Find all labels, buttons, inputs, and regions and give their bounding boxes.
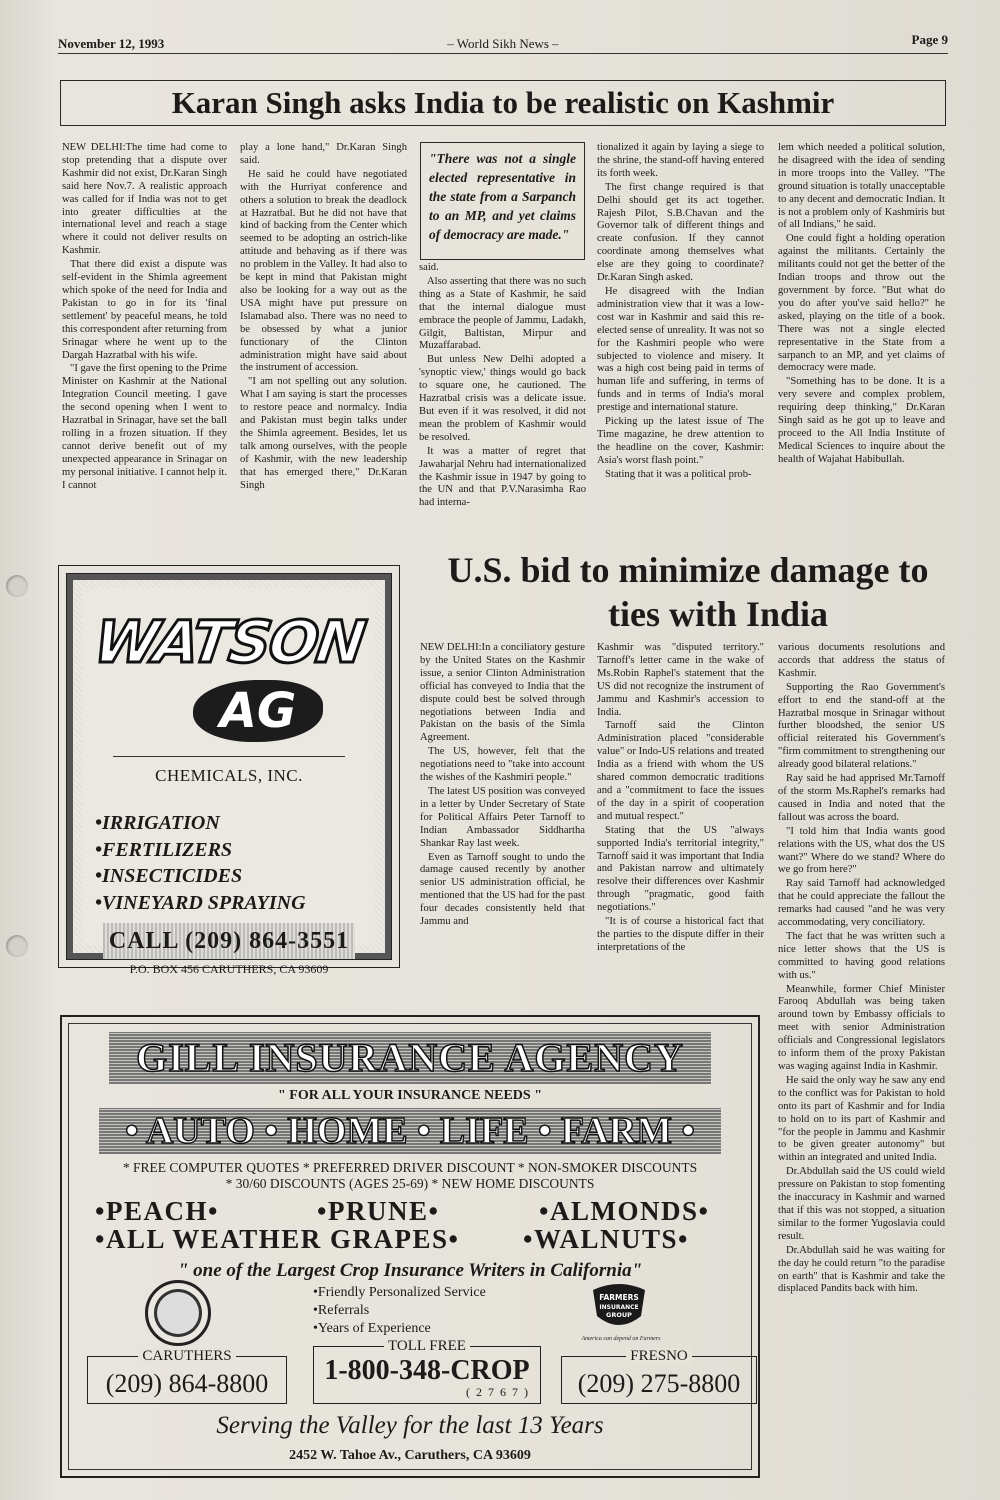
paragraph: NEW DELHI:In a conciliatory gesture by the United States on the Kashmir issue, a senior Clinton Administration official has conveyed to India that the dispute could best be solved through negotiations between India and Pakistan on the basis of the Simla Agreement. xyxy=(420,642,585,744)
paper-name: – World Sikh News – xyxy=(447,36,559,51)
discounts-line-2: * 30/60 DISCOUNTS (AGES 25-69) * NEW HOME DISCOUNTS xyxy=(225,1176,595,1191)
call-number: CALL (209) 864-3551 xyxy=(103,923,355,959)
paragraph: The latest US position was conveyed in a letter by Under Secretary of State for Political Affairs Peter Tarnoff to Indian Ambassador Siddhartha Shankar Ray last week. xyxy=(420,785,585,849)
paragraph: Ray said Tarnoff had acknowledged that he could appreciate the fallout the remarks had caused "and he was very accommodating, very conciliatory. xyxy=(778,878,945,929)
watson-logo-ag: AG xyxy=(193,680,323,742)
watson-ad-body xyxy=(83,588,375,976)
farmers-logo-word: GROUP xyxy=(606,1311,632,1319)
paragraph: "I gave the first opening to the Prime Minister on Kashmir at the National Integration Council meeting. I gave the second opening when I went to Hazratbal in Srinagar, have set the ball rolling in a frozen situation. If they cannot derive benefit out of my unexpected appearance in Srinagar on my personal initiative. I cannot help it. I cannot xyxy=(62,363,227,491)
discounts-line-1: * FREE COMPUTER QUOTES * PREFERRED DRIVER DISCOUNT * NON-SMOKER DISCOUNTS xyxy=(122,1160,698,1175)
service-item: •FERTILIZERS xyxy=(95,838,233,861)
feature-item: •Years of Experience xyxy=(313,1321,431,1336)
feature-item: •Friendly Personalized Service xyxy=(313,1285,486,1300)
paragraph: Also asserting that there was no such thing as a State of Kashmir, he said that the internal dialogue must embrace the people of Jammu, Ladakh, Gilgit, Baltistan, Mirpur and Muzaffarabad. xyxy=(419,275,586,352)
issue-date: November 12, 1993 xyxy=(58,36,165,51)
paragraph: Dr.Abdullah said the US could wield pressure on Pakistan to stop fomenting the inaccuracy in Kashmir and warned that if this was not stopped, a situation similar to the former Yugoslavia could result. xyxy=(778,1166,945,1242)
watson-ad-border xyxy=(67,574,391,976)
gill-insurance-advertisement xyxy=(60,1015,760,1478)
paragraph: He said the only way he saw any end to the conflict was for Pakistan to hold onto its part of Kashmir and for India to hold on to its part of Kashmir and "for the people in Jammu and Kashmir to be given greater autonomy" but within an integrated and united India. xyxy=(778,1074,945,1164)
service-item: •VINEYARD SPRAYING xyxy=(95,891,306,914)
paragraph: said. xyxy=(419,262,439,273)
article2-headline xyxy=(408,548,968,636)
watson-ag-advertisement xyxy=(58,565,400,976)
farmers-insurance-logo-icon xyxy=(589,1282,649,1334)
divider xyxy=(113,756,345,757)
article1-column-3 xyxy=(419,262,586,552)
masthead xyxy=(58,30,948,54)
article1-column-5 xyxy=(778,142,945,538)
services-list xyxy=(95,810,306,916)
serving-slogan: Serving the Valley for the last 13 Years xyxy=(216,1412,604,1439)
paragraph: Supporting the Rao Government's effort to end the stand-off at the Hazratbal mosque in Srinagar without further bloodshed, the senior US official reiterated his Government's "firm commitment to strengthening our already good bilateral relations." xyxy=(778,681,945,771)
paragraph: tionalized it again by laying a siege to the shrine, the stand-off having entered its forth week. xyxy=(597,142,764,179)
paragraph: Picking up the latest issue of The Time magazine, he drew attention to the headline on the cover, Kashmir: Asia's worst flash point." xyxy=(597,416,764,466)
fresno-phone: (209) 275-8800 xyxy=(577,1369,741,1398)
tagline: " one of the Largest Crop Insurance Writers in California" xyxy=(177,1260,643,1281)
po-box-address: P.O. BOX 456 CARUTHERS, CA 93609 xyxy=(129,962,329,976)
paragraph: He disagreed with the Indian administration view that it was a low-cost war in Kashmir and said this re-elected sense of unreality. It was not so for the Kashmiri people who were subjected to violence and misery. It was a high cost being paid in terms of human life and suffering, in terms of funds and in terms of India's moral prestige and international stature. xyxy=(597,285,764,414)
article2-headline-line2: ties with India xyxy=(607,594,829,634)
company-name: CHEMICALS, INC. xyxy=(155,766,303,785)
paragraph: The first change required is that Delhi should get its act together. Rajesh Pilot, S.B.Chavan and the Governor talk of different things and create confusion. If they cannot coordinate among themselves what else are they going to coordinate? Dr.Karan Singh asked. xyxy=(597,181,764,284)
tollfree-phone-box xyxy=(313,1338,541,1404)
article1-headline: Karan Singh asks India to be realistic on Kashmir xyxy=(171,85,835,120)
caruthers-phone: (209) 864-8800 xyxy=(105,1369,269,1398)
paragraph: play a lone hand," Dr.Karan Singh said. xyxy=(240,142,407,166)
crop-item: •ALMONDS• xyxy=(539,1196,710,1226)
paragraph: Kashmir was "disputed territory." Tarnoff's letter came in the wake of Ms.Robin Raphel's statement that the US did not recognize the instrument of Jammu and Kashmir's accession to India. xyxy=(597,642,764,718)
paragraph: NEW DELHI:The time had come to stop pretending that a dispute over Kashmir did not exist, Dr.Karan Singh said here Nov.7. A realistic approach was called for if India was not to get into greater difficulties at the international level and reach a stage where it could not deliver results on Kashmir. xyxy=(62,142,227,257)
paragraph: Dr.Abdullah said he was waiting for the day he could return "to the paradise on earth" that is Kashmir and take the displaced Pandits back with him. xyxy=(778,1244,945,1295)
paragraph: Stating that it was a political prob- xyxy=(605,468,752,480)
insurance-lines: • AUTO • HOME • LIFE • FARM • xyxy=(99,1108,721,1154)
paragraph: lem which needed a political solution, he disagreed with the idea of sending in more troops into the Valley. "The ground situation is totally unacceptable to any decent and democratic Indian. It is not a problem only of Kashmiris but of all Indians," he said. xyxy=(778,142,945,231)
farmers-slogan: America can depend on Farmers xyxy=(581,1336,661,1342)
crop-item: •PEACH• xyxy=(95,1196,219,1226)
service-item: •IRRIGATION xyxy=(95,812,220,834)
binder-hole xyxy=(6,575,28,597)
article2-column-3 xyxy=(778,642,945,1478)
watson-logo: WATSON xyxy=(90,608,368,676)
paragraph: "It is of course a historical fact that the parties to the dispute differ in their interpretations of the xyxy=(597,916,764,953)
paragraph: Tarnoff said the Clinton Administration placed "considerable value" or Indo-US relations and treated India as a friend with whom the US shared common democratic traditions and a "commitment to face the issues of the day in a spirit of cooperation and mutual respect." xyxy=(597,720,764,822)
article2-headline-line1: U.S. bid to minimize damage to xyxy=(447,550,929,590)
fresno-label: FRESNO xyxy=(626,1348,692,1364)
caruthers-label: CARUTHERS xyxy=(138,1348,235,1364)
paragraph: It was a matter of regret that Jawaharjal Nehru had internationalized the Kashmir issue in 1947 by going to the UN and that P.V.Narasimha Rao had interna- xyxy=(419,445,586,509)
paragraph: The US, however, felt that the negotiations need to "take into account the wishes of the Kashmiri people." xyxy=(420,746,585,784)
paragraph: One could fight a holding operation against the militants. Certainly the militants could not get the better of the Indian troops and throw out the government by force. "But what do you do after you've said hello?" he asked, playing on the title of a book. There was not a single elected representative in the State from a sarpanch to an MP, and yet claims of democracy were made. xyxy=(778,233,945,374)
fresno-phone-box xyxy=(561,1348,757,1404)
agency-seal-icon xyxy=(145,1280,211,1346)
paragraph: That there did exist a dispute was self-evident in the Shimla agreement which spoke of the need for India and Pakistan to go in for its 'final settlement' by peaceful means, he told this correspondent after returning from Srinagar where he went up to the Dargah Hazratbal with his wife. xyxy=(62,259,227,361)
binder-hole xyxy=(6,935,28,957)
tollfree-digits: (2767) xyxy=(466,1385,534,1399)
farmers-logo-word: FARMERS xyxy=(599,1293,639,1302)
paragraph: Meanwhile, former Chief Minister Farooq Abdullah was being taken around town by Embassy officials to meet with senior Administration officials and Congressional legislators to inform them of the proxy Pakistan was waging against India in Kashmir. xyxy=(778,983,945,1072)
paragraph: various documents resolutions and accords that address the status of Kashmir. xyxy=(778,642,945,679)
features-list xyxy=(313,1284,486,1338)
crop-item: •WALNUTS• xyxy=(523,1224,689,1254)
service-item: •INSECTICIDES xyxy=(95,865,243,887)
farmers-logo-word: INSURANCE xyxy=(599,1304,639,1311)
paragraph: "Something has to be done. It is a very severe and complex problem, requiring deep thinking," Dr.Karan Singh said as he got up to leave and proceed to the All India Institute of Medical Sciences to inquire about the health of Wajahat Habibullah. xyxy=(778,376,945,465)
paragraph: Even as Tarnoff sought to undo the damage caused recently by another senior US administration official, he mentioned that the US had for the past four decades consistently held that Jammu and xyxy=(420,851,585,928)
tollfree-phone: 1-800-348-CROP xyxy=(324,1355,530,1386)
article2-column-1 xyxy=(420,642,585,1012)
crop-item: •ALL WEATHER GRAPES• xyxy=(95,1224,460,1254)
article1-column-4 xyxy=(597,142,764,538)
crop-item: •PRUNE• xyxy=(317,1196,440,1226)
paragraph: "I told him that India wants good relations with the US, what dos the US want?" Where do we stand? Where do we go from here?" xyxy=(778,825,945,876)
paragraph: The fact that he was written such a nice letter shows that the US is committed to having good relations with us." xyxy=(778,930,945,981)
paragraph: "I am not spelling out any solution. What I am saying is start the processes to restore peace and normalcy. India and Pakistan must begin talks under the Shimla agreement. Besides, let us talk among ourselves, with the people of Kashmir, with the new leadership that has emerged there," Dr.Karan Singh xyxy=(240,376,407,491)
paragraph: Ray said he had apprised Mr.Tarnoff of the storm Ms.Raphel's remarks had caused in India and noted that the fallout was across the board. xyxy=(778,773,945,823)
gill-ad-body xyxy=(68,1023,752,1470)
article2-column-2 xyxy=(597,642,764,1012)
agency-address: 2452 W. Tahoe Av., Caruthers, CA 93609 xyxy=(289,1448,531,1463)
feature-item: •Referrals xyxy=(313,1303,370,1318)
pull-quote: "There was not a single elected representative in the state from a Sarpanch to an MP, and yet claims of democracy are made." xyxy=(420,142,585,260)
caruthers-phone-box xyxy=(87,1348,287,1404)
tollfree-label: TOLL FREE xyxy=(384,1338,470,1354)
agency-title: GILL INSURANCE AGENCY xyxy=(109,1032,711,1084)
article1-column-1 xyxy=(62,142,227,552)
paragraph: Stating that the US "always supported India's territorial integrity," Tarnoff said it was important that India and Pakistan narrow and ultimately resolve their differences over Kashmir through "pragmatic, good faith negotiations." xyxy=(597,824,764,914)
paragraph: But unless New Delhi adopted a 'synoptic view,' things would go back to square one, he cautioned. The Hazratbal crisis was a delicate issue. But even if it was resolved, it did not mean the problem of Kashmir would be resolved. xyxy=(419,354,586,443)
article1-headline-box xyxy=(60,80,946,126)
page-number: Page 9 xyxy=(911,32,948,47)
insurance-needs: " FOR ALL YOUR INSURANCE NEEDS " xyxy=(278,1088,542,1103)
paragraph: He said he could have negotiated with the Hurriyat conference and others a solution to break the deadlock at Hazratbal. But he did not have that kind of backing from the Center which seemed to be adopting an ostrich-like attitude and behaving as if there was no problem in the Valley. It had also to be kept in mind that Pakistan might also be looking for a way out as the USA might have put pressure on Islamabad also. There was no need to be obsessed by what a junior functionary of the Clinton administration might have said about the instrument of accession. xyxy=(240,168,407,374)
article1-column-2 xyxy=(240,142,407,552)
